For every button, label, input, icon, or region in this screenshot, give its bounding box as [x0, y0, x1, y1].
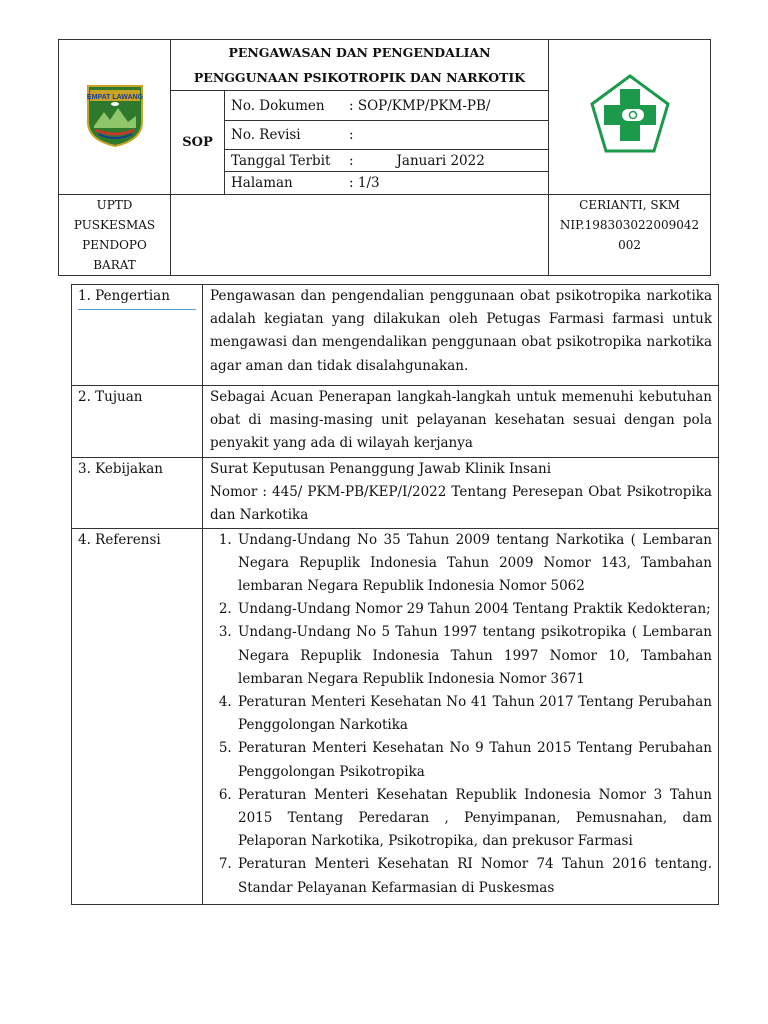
doc-number-colon: : — [349, 97, 354, 114]
reference-item: 7. Peraturan Menteri Kesehatan RI Nomor 74 Tahun 2016 tentang. Standar Pelayanan Kefarmasian di Puskesmas — [236, 853, 712, 899]
section-label — [72, 285, 203, 386]
page-row — [225, 172, 549, 195]
signer-nip-cont: 002 — [618, 238, 641, 252]
org-line: PENDOPO — [82, 238, 147, 252]
reference-item: 2. Undang-Undang Nomor 29 Tahun 2004 Tentang Praktik Kedokteran; — [236, 598, 712, 621]
reference-item: 3. Undang-Undang No 5 Tahun 1997 tentang psikotropika ( Lembaran Negara Repuplik Indonesia Tahun 1997 Nomor 10, Tambahan lembaran Negara Republik Indonesia Nomor 3671 — [236, 621, 712, 691]
title-line-1: PENGAWASAN DAN PENGENDALIAN — [228, 45, 491, 60]
right-logo-cell — [549, 40, 711, 195]
revision-row — [225, 121, 549, 150]
issue-date-row — [225, 150, 549, 172]
reference-item: 4. Peraturan Menteri Kesehatan No 41 Tahun 2017 Tentang Perubahan Penggolongan Narkotika — [236, 691, 712, 737]
tujuan-text: Sebagai Acuan Penerapan langkah-langkah untuk memenuhi kebutuhan obat di masing-masing unit pelayanan kesehatan sesuai dengan pola penyakit yang ada di wilayah kerjanya — [203, 386, 719, 458]
empat-lawang-emblem-icon — [80, 82, 150, 148]
signer-nip: NIP.198303022009042 — [559, 218, 700, 232]
org-line: BARAT — [93, 258, 136, 272]
section-row — [72, 458, 719, 529]
kebijakan-line-1: Surat Keputusan Penanggung Jawab Klinik Insani — [210, 461, 552, 477]
sop-content-table — [71, 284, 719, 905]
document-title — [171, 40, 549, 91]
puskesmas-cross-logo-icon — [588, 73, 672, 157]
revision-colon: : — [349, 127, 354, 143]
label-underline — [78, 309, 196, 310]
doc-number-label: No. Dokumen — [231, 97, 325, 114]
kebijakan-text — [203, 458, 719, 529]
referensi-label: 4. Referensi — [72, 528, 203, 904]
section-row — [72, 528, 719, 904]
page-label: Halaman — [231, 175, 293, 191]
sop-label: SOP — [171, 91, 225, 195]
revision-label: No. Revisi — [231, 127, 301, 143]
page-colon: : — [349, 175, 354, 191]
reference-list — [210, 529, 712, 900]
reference-item: 5. Peraturan Menteri Kesehatan No 9 Tahun 2015 Tentang Perubahan Penggolongan Psikotropika — [236, 737, 712, 783]
organization-cell — [59, 195, 171, 276]
issue-date-value: Januari 2022 — [396, 152, 485, 169]
doc-number-row — [225, 91, 549, 121]
org-line: PUSKESMAS — [73, 218, 156, 232]
issue-date-colon: : — [349, 152, 354, 169]
title-line-2: PENGGUNAAN PSIKOTROPIK DAN NARKOTIK — [193, 70, 526, 85]
pengertian-text: Pengawasan dan pengendalian penggunaan obat psikotropika narkotika adalah kegiatan yang dilakukan oleh Petugas Farmasi farmasi untuk mengawasi dan mengendalikan penggunaan obat psikotropika narkotika agar aman dan tidak disalahgunakan. — [203, 285, 719, 386]
left-logo-cell — [59, 40, 171, 195]
section-row — [72, 285, 719, 386]
signer-name: CERIANTI, SKM — [579, 198, 680, 212]
reference-item: 1. Undang-Undang No 35 Tahun 2009 tentang Narkotika ( Lembaran Negara Repuplik Indonesia Tahun 2009 Nomor 143, Tambahan lembaran Negara Republik Indonesia Nomor 5062 — [236, 529, 712, 599]
kebijakan-label: 3. Kebijakan — [72, 458, 203, 529]
doc-number-value: SOP/KMP/PKM-PB/ — [357, 97, 491, 114]
blank-signature-area — [171, 195, 549, 276]
referensi-list-cell — [203, 528, 719, 904]
emblem-caption: EMPAT LAWANG — [86, 94, 143, 101]
section-row — [72, 386, 719, 458]
reference-item: 6. Peraturan Menteri Kesehatan Republik Indonesia Nomor 3 Tahun 2015 Tentang Peredaran , Penyimpanan, Pemusnahan, dam Pelaporan Narkotika, Psikotropika, dan prekusor Farmasi — [236, 784, 712, 854]
page-value: 1/3 — [357, 175, 380, 191]
issue-date-label: Tanggal Terbit — [231, 152, 331, 169]
org-line: UPTD — [96, 198, 133, 212]
sop-header-table — [58, 39, 711, 276]
kebijakan-line-2: Nomor : 445/ PKM-PB/KEP/I/2022 Tentang Peresepan Obat Psikotropika dan Narkotika — [210, 484, 712, 524]
signer-cell — [549, 195, 711, 276]
pengertian-label: 1. Pengertian — [78, 288, 170, 304]
tujuan-label: 2. Tujuan — [72, 386, 203, 458]
